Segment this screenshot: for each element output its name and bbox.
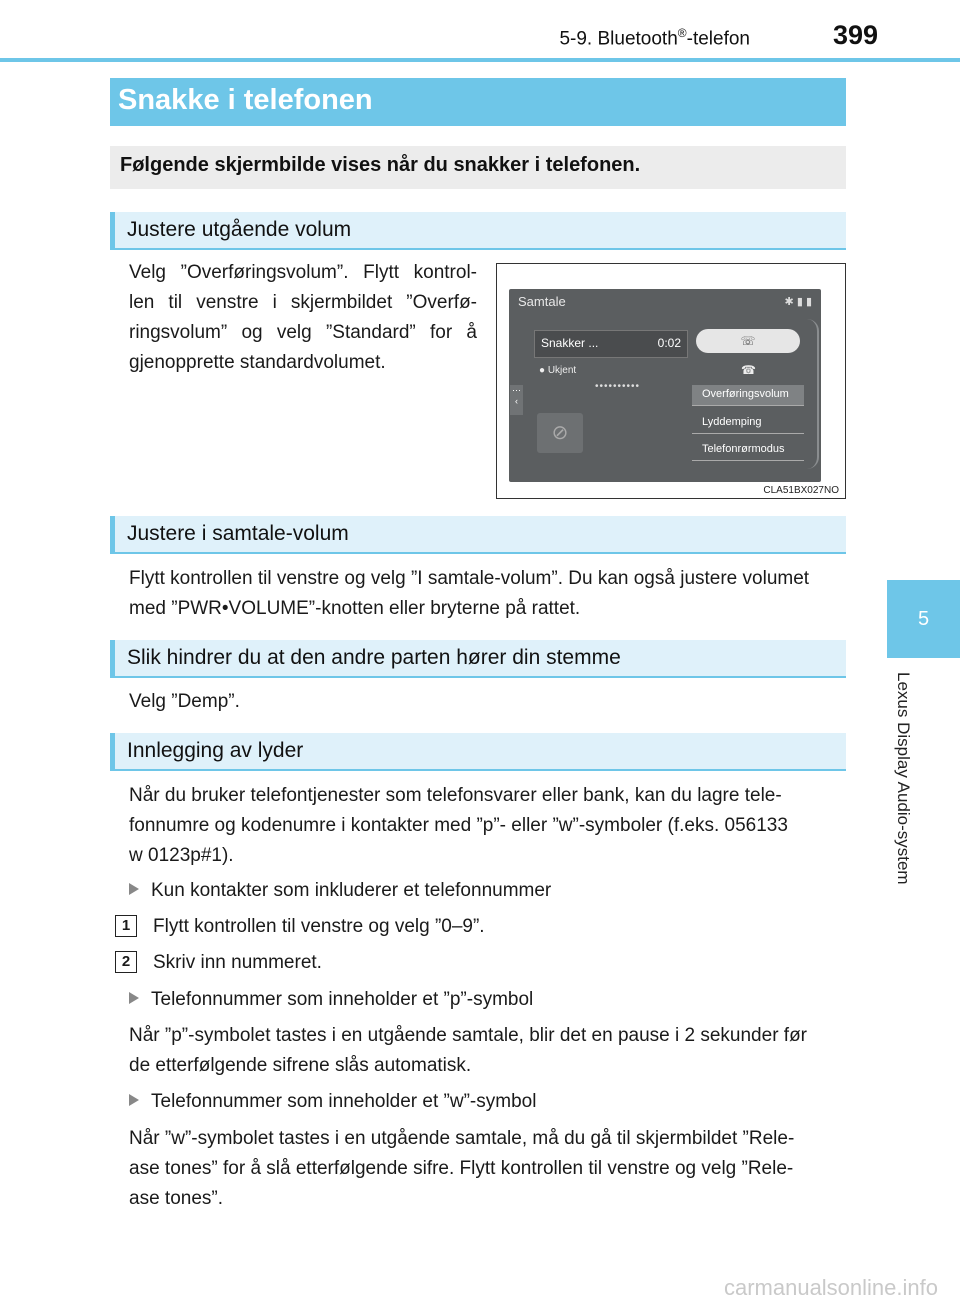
bullet-item xyxy=(129,985,533,1015)
phone-icon[interactable]: ☎ xyxy=(741,363,756,377)
bullet-text: Telefonnummer som inneholder et ”w”-symbol xyxy=(151,1091,537,1112)
figure-code: CLA51BX027NO xyxy=(763,485,839,496)
section-paragraph xyxy=(129,258,477,378)
section-paragraph xyxy=(129,781,846,871)
bullet-item xyxy=(129,876,551,906)
page-number: 399 xyxy=(832,20,878,50)
paragraph-line: w 0123p#1). xyxy=(129,845,234,866)
call-screen-figure xyxy=(496,263,846,499)
chapter-tab: 5 xyxy=(887,580,960,658)
caller xyxy=(539,365,576,376)
chapter-label xyxy=(893,672,923,932)
bluetooth-icon: ✱ xyxy=(784,296,794,308)
section-heading xyxy=(110,516,846,554)
paragraph-line: Flytt kontrollen til venstre og velg ”I samtale-volum”. Du kan også justere volumet xyxy=(129,568,810,589)
menu-item-transfer-volume[interactable] xyxy=(692,385,804,406)
hang-up-icon[interactable]: ☏ xyxy=(696,329,800,353)
paragraph-line: de etterfølgende sifrene slås automatisk. xyxy=(129,1055,472,1076)
p-symbol-paragraph xyxy=(129,1021,846,1081)
section-heading xyxy=(110,212,846,250)
status-icons xyxy=(785,295,812,308)
paragraph-line: Velg ”Overføringsvolum”. Flytt kontrol- xyxy=(129,262,477,283)
section-header xyxy=(559,26,750,50)
triangle-bullet-icon xyxy=(129,992,139,1004)
menu-item-label: Telefonrørmodus xyxy=(702,443,785,455)
intro-text: Følgende skjermbilde vises når du snakker i telefonen. xyxy=(120,154,641,176)
bullet-text: Kun kontakter som inkluderer et telefonnummer xyxy=(151,880,552,901)
call-status xyxy=(534,330,688,358)
triangle-bullet-icon xyxy=(129,1094,139,1106)
watermark-logo[interactable]: carmanualsonline.info xyxy=(723,1275,938,1300)
paragraph-line: ase tones”. xyxy=(129,1188,223,1209)
paragraph-line: gjenopprette standardvolumet. xyxy=(129,352,386,373)
paragraph-line: Når ”w”-symbolet tastes i en utgående samtale, må du gå til skjermbildet ”Rele- xyxy=(129,1128,795,1149)
scroll-arc xyxy=(807,319,819,469)
w-symbol-paragraph xyxy=(129,1124,846,1214)
call-screen xyxy=(509,289,821,482)
page-title-bar xyxy=(110,78,846,126)
call-status-label: Snakker ... xyxy=(541,336,599,350)
call-timer: 0:02 xyxy=(657,336,681,350)
person-icon: ● xyxy=(539,365,546,376)
step-text: Skriv inn nummeret. xyxy=(153,952,322,973)
section-header-suffix: -telefon xyxy=(686,28,750,50)
paragraph-line: len til venstre i skjermbildet ”Overfø- xyxy=(129,292,477,313)
section-heading xyxy=(110,733,846,771)
mute-icon[interactable]: ⊘ xyxy=(537,413,583,453)
paragraph-line: Når du bruker telefontjenester som telefonsvarer eller bank, kan du lagre tele- xyxy=(129,785,782,806)
step-number: 2 xyxy=(115,951,137,973)
signal-icon: ▮ xyxy=(796,296,803,308)
paragraph-line: Velg ”Demp”. xyxy=(129,691,240,712)
menu-item-mute[interactable] xyxy=(692,413,804,434)
page-title: Snakke i telefonen xyxy=(118,84,373,116)
intro-box xyxy=(110,146,846,189)
paragraph-line: ringsvolum” og velg ”Standard” for å xyxy=(129,322,477,343)
paragraph-line: ase tones” for å slå etterfølgende sifre. Flytt kontrollen til venstre og velg ”Rele- xyxy=(129,1158,794,1179)
bullet-text: Telefonnummer som inneholder et ”p”-symbol xyxy=(151,989,534,1010)
dtmf-dots: •••••••••• xyxy=(595,381,641,392)
menu-item-label: Lyddemping xyxy=(702,416,762,428)
paragraph-line: fonnumre og kodenumre i kontakter med ”p”- eller ”w”-symboler (f.eks. 056133 xyxy=(129,815,788,836)
section-heading-text: Justere utgående volum xyxy=(127,218,352,241)
chapter-label-text: Lexus Display Audio-system xyxy=(894,672,913,885)
section-heading xyxy=(110,640,846,678)
section-heading-text: Justere i samtale-volum xyxy=(127,522,349,545)
section-paragraph xyxy=(129,564,846,624)
section-header-text: 5-9. Bluetooth xyxy=(559,28,678,50)
bullet-item xyxy=(129,1087,536,1117)
header-rule xyxy=(0,58,960,62)
section-paragraph xyxy=(129,687,240,717)
caller-name: Ukjent xyxy=(547,365,577,376)
paragraph-line: Når ”p”-symbolet tastes i en utgående samtale, blir det en pause i 2 sekunder før xyxy=(129,1025,808,1046)
menu-item-handset-mode[interactable] xyxy=(692,440,804,461)
battery-icon: ▮ xyxy=(805,296,812,308)
registered-mark: ® xyxy=(677,26,687,40)
triangle-bullet-icon xyxy=(129,883,139,895)
paragraph-line: med ”PWR•VOLUME”-knotten eller bryterne på rattet. xyxy=(129,598,581,619)
section-heading-text: Slik hindrer du at den andre parten hører din stemme xyxy=(127,646,621,669)
step-number: 1 xyxy=(115,915,137,937)
more-icon[interactable]: ⋯ ‹ xyxy=(510,385,523,415)
menu-item-label: Overføringsvolum xyxy=(702,388,789,400)
section-heading-text: Innlegging av lyder xyxy=(127,739,304,762)
screen-title: Samtale xyxy=(518,294,566,309)
step-text: Flytt kontrollen til venstre og velg ”0–9”. xyxy=(153,916,485,937)
